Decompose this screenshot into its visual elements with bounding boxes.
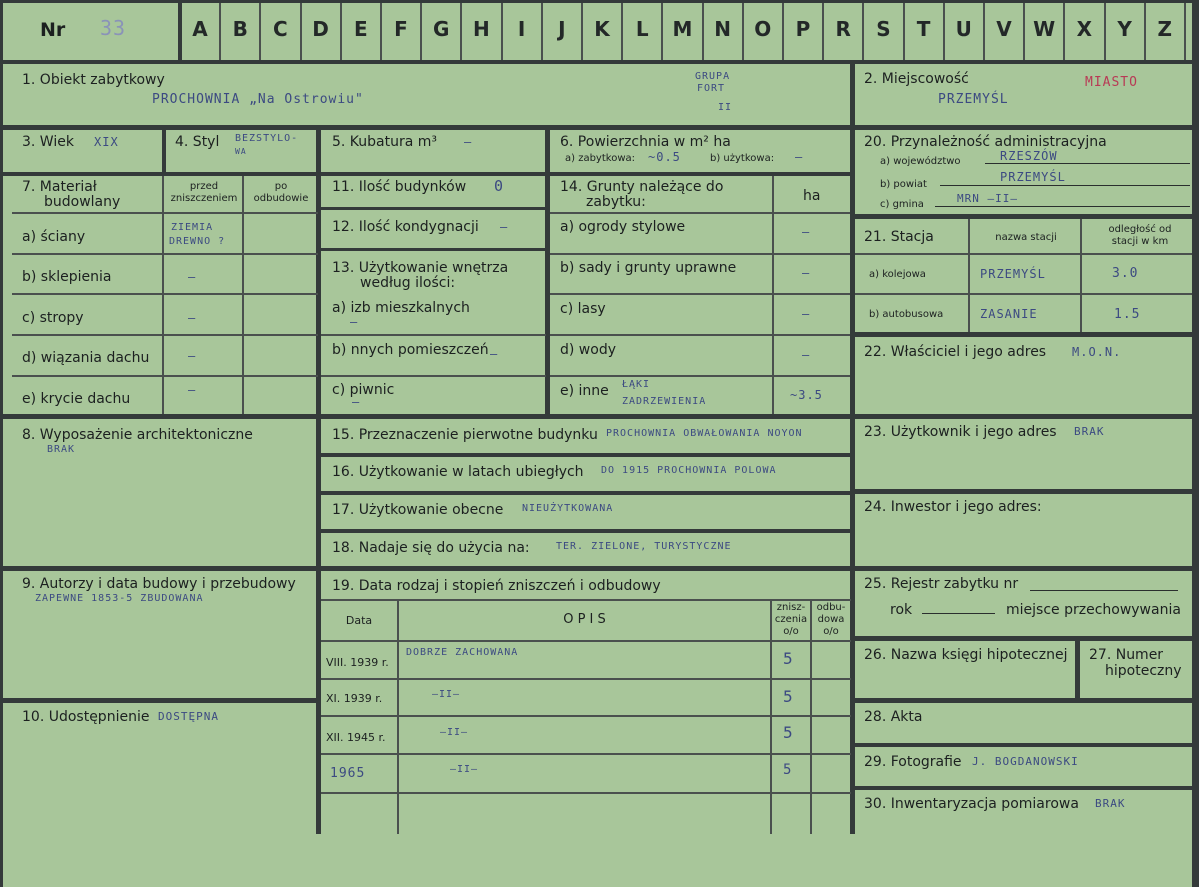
f17-divider [321,529,851,533]
f6-label: 6. Powierzchnia w m² ha [560,134,731,150]
f14-hline-0 [550,212,850,214]
index-divider [702,3,704,60]
f19-row4-desc: —II— [450,764,479,775]
f6-a-value: ~0.5 [648,150,681,164]
f7-row-walls-before-2: DREWNO ? [169,236,226,247]
f7-label-2: budowlany [44,194,121,210]
header-divider-nr [178,3,182,60]
f4-value-cont: WA [235,147,247,156]
f7-row-walls-before: ZIEMIA [171,222,214,233]
right-column-divider [850,64,855,834]
index-divider [1104,3,1106,60]
mid-divider [0,414,1199,419]
f2-label: 2. Miejscowość [864,71,969,87]
f27-label-2: hipoteczny [1105,663,1182,679]
f19-col-desc: O P I S [563,612,606,627]
index-letter-p: P [795,17,811,41]
f7-col-before-2: zniszczeniem [170,193,238,204]
row-568-divider [0,566,1199,571]
f30-value: BRAK [1095,797,1126,810]
index-letter-k: K [594,17,610,41]
f11-divider [321,207,546,210]
f21-a-name: PRZEMYŚL [980,267,1046,281]
f19-row3-date: XII. 1945 r. [326,731,386,744]
f13-c-label: c) piwnic [332,382,395,398]
index-divider [581,3,583,60]
f7-hline-1 [12,253,318,255]
f14-c-label: c) lasy [560,301,606,317]
index-divider [219,3,221,60]
f26-f27-divider [1075,641,1080,701]
index-letter-s: S [876,17,891,41]
index-letter-w: W [1033,17,1056,41]
f19-col-dmg-1: znisz- [776,602,806,613]
f21-b-label: b) autobusowa [869,309,944,320]
f14-label-2: zabytku: [586,194,646,210]
f14-label-1: 14. Grunty należące do [560,179,724,195]
f13-a-value: — [350,315,359,329]
f19-row1-date: VIII. 1939 r. [326,656,389,669]
f20-a-label: a) województwo [880,156,961,167]
index-divider [983,3,985,60]
f9-value: ZAPEWNE 1853-5 ZBUDOWANA [35,593,204,604]
f21-b-name: ZASANIE [980,307,1038,321]
f19-hline-4 [321,792,851,794]
index-divider [822,3,824,60]
f25-nr-line [1030,590,1178,591]
f21-col-name: nazwa stacji [995,232,1057,243]
index-letter-h: H [473,17,490,41]
f12-label: 12. Ilość kondygnacji [332,219,479,235]
f30-label: 30. Inwentaryzacja pomiarowa [864,796,1079,812]
f23-value: BRAK [1074,425,1105,438]
f13-b-value: — [490,347,499,361]
index-divider [340,3,342,60]
f29-divider [855,786,1199,790]
index-divider [661,3,663,60]
f21-label: 21. Stacja [864,229,934,245]
f15-value: PROCHOWNIA OBWAŁOWANIA NOYON [606,428,803,439]
f25-divider [855,636,1199,641]
f13-hline-1 [321,334,546,336]
f14-e-note-2: ZADRZEWIENIA [622,396,707,407]
f19-hline-2 [321,715,851,717]
f14-unit: ha [803,188,821,204]
f14-e-value: ~3.5 [790,388,823,402]
f9-divider [0,698,321,703]
f14-hline-4 [550,375,850,377]
index-letter-o: O [754,17,772,41]
index-divider [501,3,503,60]
f14-c-value: — [802,307,811,321]
f10-value: DOSTĘPNA [158,710,219,723]
f1-note-grupa: GRUPA [695,71,731,82]
f1-note-fort: FORT [697,83,726,94]
f16-value: DO 1915 PROCHOWNIA POLOWA [601,465,777,476]
f11-value: 0 [494,177,505,195]
index-letter-e: E [353,17,368,41]
index-letter-n: N [714,17,731,41]
f6-b-value: — [795,150,804,164]
index-letter-m: M [672,17,693,41]
f22-label: 22. Właściciel i jego adres [864,344,1047,360]
f20-b-label: b) powiat [880,179,927,190]
f5-value: — [464,135,473,149]
f3-value: XIX [94,135,119,149]
f6-b-label: b) użytkowa: [710,153,775,164]
f7-hline-0 [12,212,318,214]
f13-label-2: według ilości: [360,275,456,291]
index-letter-x: X [1076,17,1093,41]
f20-b-value: PRZEMYŚL [1000,170,1066,184]
f14-a-label: a) ogrody stylowe [560,219,686,235]
f7-row-ceilings-label: c) stropy [22,310,84,326]
f1-value: PROCHOWNIA „Na Ostrowiu" [152,92,364,107]
f7-hline-2 [12,293,318,295]
f19-hline-3 [321,753,851,755]
index-letter-y: Y [1117,17,1132,41]
f7-col-after-2: odbudowie [253,193,309,204]
index-divider [300,3,302,60]
f14-b-value: — [802,266,811,280]
f2-note: MIASTO [1085,75,1138,90]
f19-row4-date: 1965 [330,766,366,781]
f27-label-1: 27. Numer [1089,647,1164,663]
index-divider [420,3,422,60]
f17-value: NIEUŻYTKOWANA [522,503,614,514]
f14-a-value: — [802,225,811,239]
index-divider [1063,3,1065,60]
f12-divider [321,248,546,251]
index-letter-g: G [432,17,450,41]
f19-col-reb-3: o/o [823,626,839,637]
f7-col-before-1: przed [189,181,219,192]
f21-col-dist-1: odległość od [1108,224,1172,235]
f1-note-number: II [718,102,733,113]
f20-c-line [935,206,1190,207]
f19-row4-dmg: 5 [783,762,793,778]
index-letter-r: R [835,17,851,41]
f19-row2-desc: —II— [432,689,461,700]
f21-hline-2 [855,293,1199,295]
index-divider [1144,3,1146,60]
f27-divider [855,698,1199,703]
index-divider [380,3,382,60]
f29-label: 29. Fotografie [864,754,962,770]
f19-label: 19. Data rodzaj i stopień zniszczeń i odbudowy [332,578,661,594]
f14-b-label: b) sady i grunty uprawne [560,260,737,276]
f19-row3-dmg: 5 [783,723,794,742]
index-letter-c: C [273,17,288,41]
f19-col-date: Data [345,614,373,627]
f25-place: miejsce przechowywania [1006,602,1181,618]
f7-row-trusses-label: d) wiązania dachu [22,350,150,366]
f21-vline-1 [968,219,970,333]
f14-e-note-1: ŁĄKI [622,379,651,390]
f7-hline-3 [12,334,318,336]
index-divider [259,3,261,60]
f20-c-value: MRN —II— [957,192,1018,205]
f8-value: BRAK [47,444,76,455]
f20-a-value: RZESZÓW [1000,149,1058,163]
f22-value: M.O.N. [1072,345,1122,359]
f19-row1-dmg: 5 [783,649,794,668]
f20-a-line [985,163,1190,164]
f12-value: — [500,220,509,234]
f14-d-value: — [802,348,811,362]
f13-label-1: 13. Użytkowanie wnętrza [332,260,509,276]
f21-b-dist: 1.5 [1114,307,1141,322]
f18-value: TER. ZIELONE, TURYSTYCZNE [556,541,732,552]
f8-label: 8. Wyposażenie architektoniczne [22,427,253,443]
f13-a-label: a) izb mieszkalnych [332,300,470,316]
index-divider [1184,3,1186,60]
f19-col-dmg-2: czenia [774,614,808,625]
f7-label-1: 7. Materiał [22,179,97,195]
left-border [0,0,3,887]
f3-f4-divider [162,130,166,173]
row1-divider [0,125,1199,130]
f11-label: 11. Ilość budynków [332,179,467,195]
index-letter-a: A [192,17,208,41]
index-letter-v: V [996,17,1012,41]
f19-row2-date: XI. 1939 r. [326,692,383,705]
f19-hline-1 [321,678,851,680]
f19-header-bottom [321,640,851,642]
f1-label: 1. Obiekt zabytkowy [22,72,165,88]
f9-label: 9. Autorzy i data budowy i przebudowy [22,576,296,592]
index-letter-z: Z [1157,17,1173,41]
index-letter-j: J [558,17,566,41]
f19-col-reb-2: dowa [817,614,845,625]
f29-value: J. BOGDANOWSKI [972,755,1079,768]
f25-rok: rok [890,602,913,618]
index-divider [621,3,623,60]
f13-hline-2 [321,375,546,377]
f17-label: 17. Użytkowanie obecne [332,502,504,518]
f5-label: 5. Kubatura m³ [332,134,438,150]
f2-value: PRZEMYŚL [938,92,1009,107]
header-divider [0,60,1199,64]
index-letter-t: T [916,17,931,41]
index-divider [742,3,744,60]
f25-label: 25. Rejestr zabytku nr [864,576,1019,592]
f19-col-reb-1: odbu- [816,602,846,613]
index-letter-d: D [312,17,329,41]
f4-value: BEZSTYLO- [235,133,299,144]
f20-label: 20. Przynależność administracyjna [864,134,1107,150]
f21-col-dist-2: stacji w km [1111,236,1169,247]
index-letter-i: I [517,17,526,41]
f20-c-label: c) gmina [880,199,924,210]
f23-label: 23. Użytkownik i jego adres [864,424,1057,440]
f21-divider [855,332,1199,337]
index-divider [541,3,543,60]
f14-hline-2 [550,293,850,295]
f24-label: 24. Inwestor i jego adres: [864,499,1042,515]
f19-col-dmg-3: o/o [783,626,799,637]
index-letter-l: L [635,17,649,41]
f19-row2-dmg: 5 [783,687,794,706]
f21-a-label: a) kolejowa [869,269,926,280]
f14-d-label: d) wody [560,342,616,358]
f18-label: 18. Nadaje się do użycia na: [332,540,530,556]
f6-a-label: a) zabytkowa: [565,153,635,164]
f14-hline-1 [550,253,850,255]
f14-e-label: e) inne [560,383,609,399]
nr-label: Nr [40,19,66,41]
f7-hline-4 [12,375,318,377]
left-column-divider [316,130,321,834]
f7-row-ceilings-before: — [188,311,197,325]
f23-divider [855,489,1199,494]
index-divider [943,3,945,60]
f28-divider [855,743,1199,747]
index-letter-f: F [394,17,408,41]
f7-col-after-1: po [274,181,288,192]
f13-c-value: — [352,395,361,409]
f26-label: 26. Nazwa księgi hipotecznej [864,647,1068,663]
f25-rok-line [922,613,995,614]
f20-divider [855,214,1199,219]
f16-divider [321,491,851,495]
f28-label: 28. Akta [864,709,923,725]
right-border [1192,0,1199,887]
f21-a-dist: 3.0 [1112,266,1139,281]
index-divider [782,3,784,60]
index-letter-u: U [955,17,972,41]
index-divider [862,3,864,60]
nr-value: 33 [100,16,127,40]
f13-b-label: b) nnych pomieszczeń [332,342,489,358]
f21-hline-1 [855,253,1199,255]
f16-label: 16. Użytkowanie w latach ubiegłych [332,464,584,480]
row2-divider [0,172,851,176]
f20-b-line [940,185,1190,186]
index-divider [460,3,462,60]
f4-label: 4. Styl [175,134,220,150]
index-divider [1023,3,1025,60]
f7-row-trusses-before: — [188,349,197,363]
f7-row-roofing-before: — [188,383,197,397]
f19-row1-desc: DOBRZE ZACHOWANA [406,647,519,658]
index-letter-b: B [232,17,248,41]
f10-label: 10. Udostępnienie [22,709,150,725]
f15-label: 15. Przeznaczenie pierwotne budynku [332,427,598,443]
f21-vline-2 [1080,219,1082,333]
f19-row3-desc: —II— [440,727,469,738]
index-divider [903,3,905,60]
f3-label: 3. Wiek [22,134,74,150]
f7-row-roofing-label: e) krycie dachu [22,391,131,407]
f15-divider [321,453,851,457]
f7-row-vaults-before: — [188,270,197,284]
f7-row-vaults-label: b) sklepienia [22,269,112,285]
f7-row-walls-label: a) ściany [22,229,86,245]
f14-hline-3 [550,334,850,336]
